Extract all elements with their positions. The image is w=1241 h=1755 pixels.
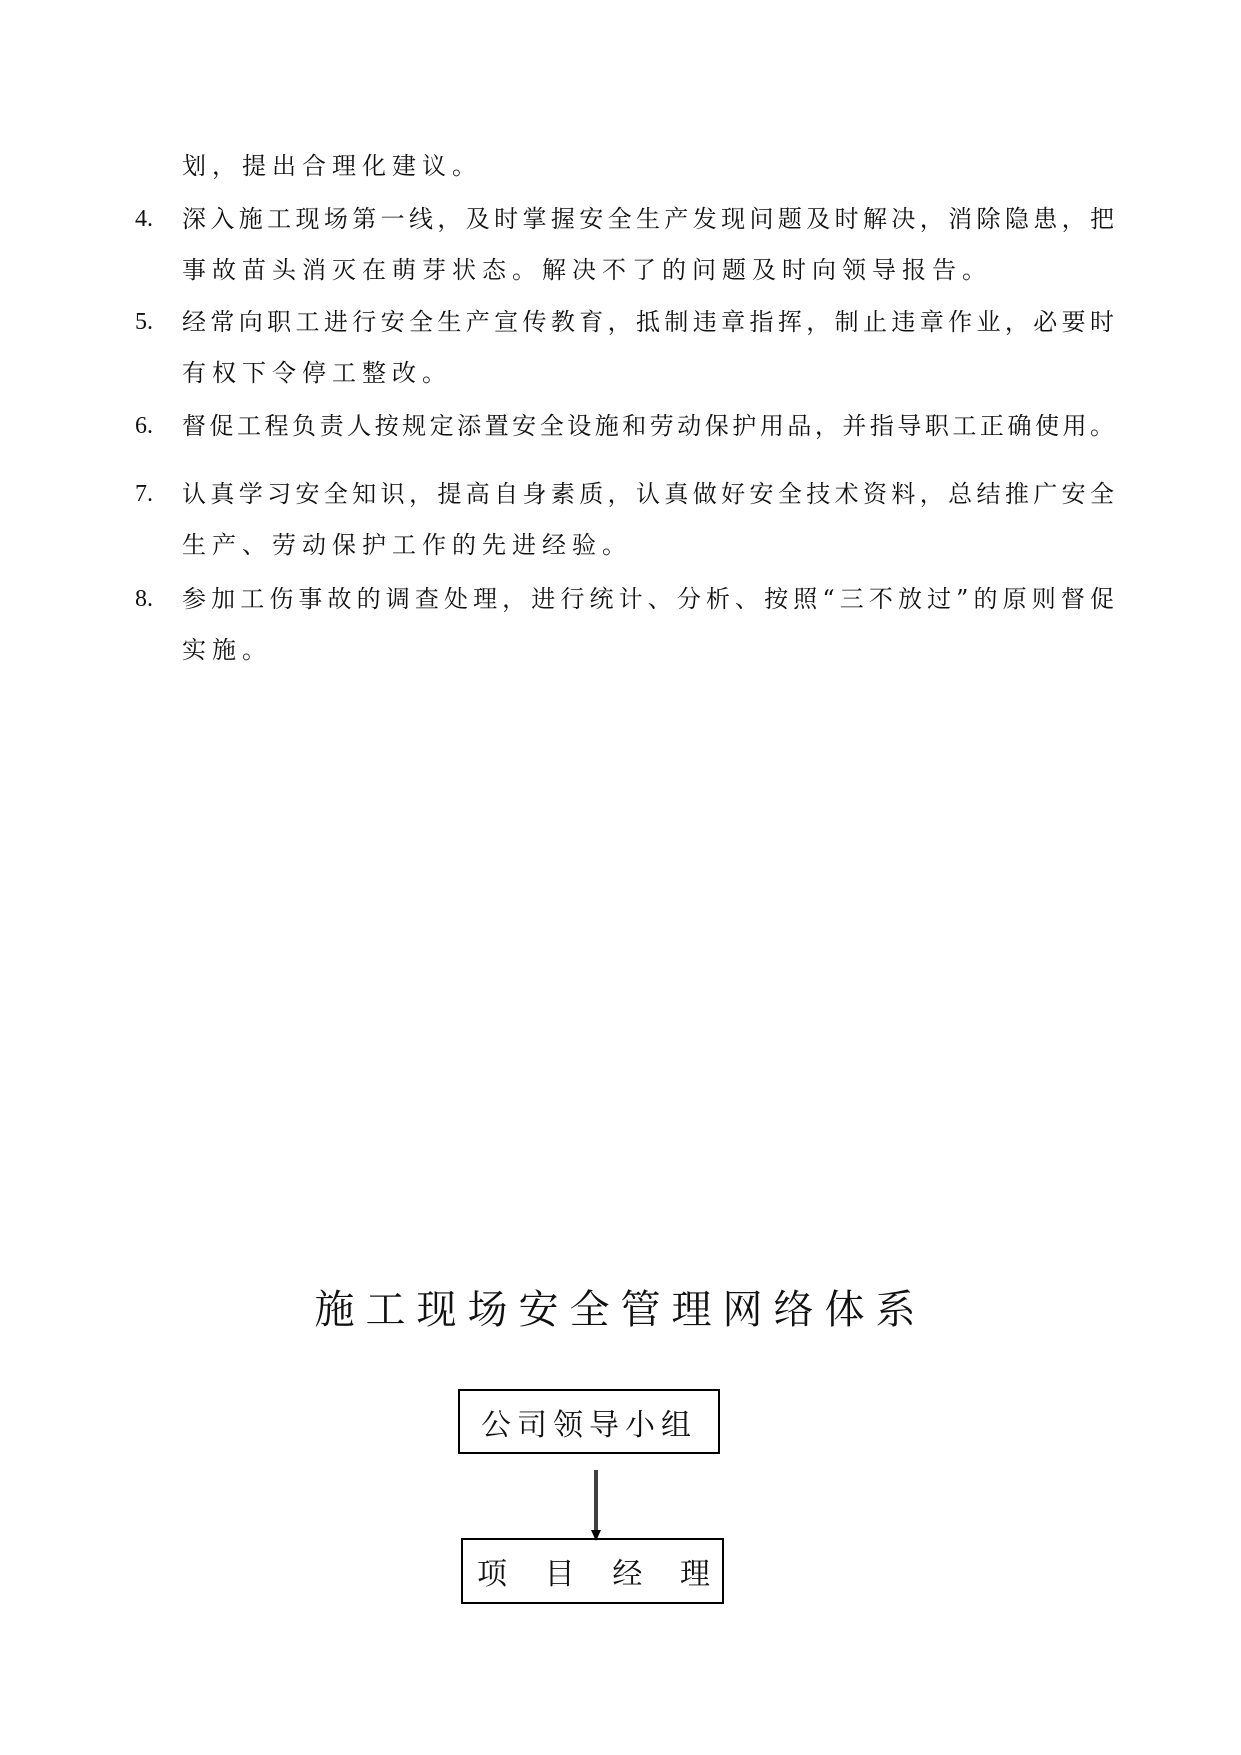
list-text: 有权下令停工整改。 (182, 359, 452, 387)
list-item-5-continued (0, 353, 1241, 393)
list-text: 督促工程负责人按规定添置安全设施和劳动保护用品，并指导职工正确使用。 (182, 412, 1114, 440)
box-char: 理 (679, 1557, 710, 1592)
down-arrow-icon (590, 1470, 602, 1542)
box-char: 项 (477, 1557, 507, 1592)
list-text: 认真学习安全知识，提高自身素质，认真做好安全技术资料，总结推广安全 (182, 480, 1114, 508)
list-number: 8. (135, 586, 153, 612)
list-item-8-continued (0, 630, 1241, 670)
list-number: 5. (135, 309, 153, 335)
list-text: 事故苗头消灭在萌芽状态。解决不了的问题及时向领导报告。 (182, 256, 992, 284)
list-item-4-continued (0, 250, 1241, 290)
list-text: 参加工伤事故的调查处理，进行统计、分析、按照“三不放过”的原则督促 (182, 585, 1114, 613)
list-number: 4. (135, 206, 153, 232)
project-manager-box (461, 1538, 724, 1604)
company-leadership-box (458, 1389, 720, 1454)
list-number: 6. (135, 413, 153, 439)
box-char: 经 (612, 1557, 643, 1592)
list-text: 划，提出合理化建议。 (182, 152, 482, 180)
diagram-title: 施工现场安全管理网络体系 (314, 1287, 927, 1333)
list-item-7 (0, 474, 1241, 514)
box-label: 公司领导小组 (481, 1407, 697, 1443)
list-item-4 (0, 199, 1241, 239)
list-text: 实施。 (182, 636, 272, 664)
list-text: 经常向职工进行安全生产宣传教育，抵制违章指挥，制止违章作业，必要时 (182, 308, 1114, 336)
list-text: 生产、劳动保护工作的先进经验。 (182, 531, 632, 559)
list-item-8 (0, 579, 1241, 619)
list-item-6 (0, 406, 1241, 446)
box-char: 目 (544, 1557, 575, 1592)
list-continuation-line (0, 146, 1241, 186)
list-text: 深入施工现场第一线，及时掌握安全生产发现问题及时解决，消除隐患，把 (182, 205, 1114, 233)
list-item-5 (0, 302, 1241, 342)
list-number: 7. (135, 481, 153, 507)
list-item-7-continued (0, 525, 1241, 565)
